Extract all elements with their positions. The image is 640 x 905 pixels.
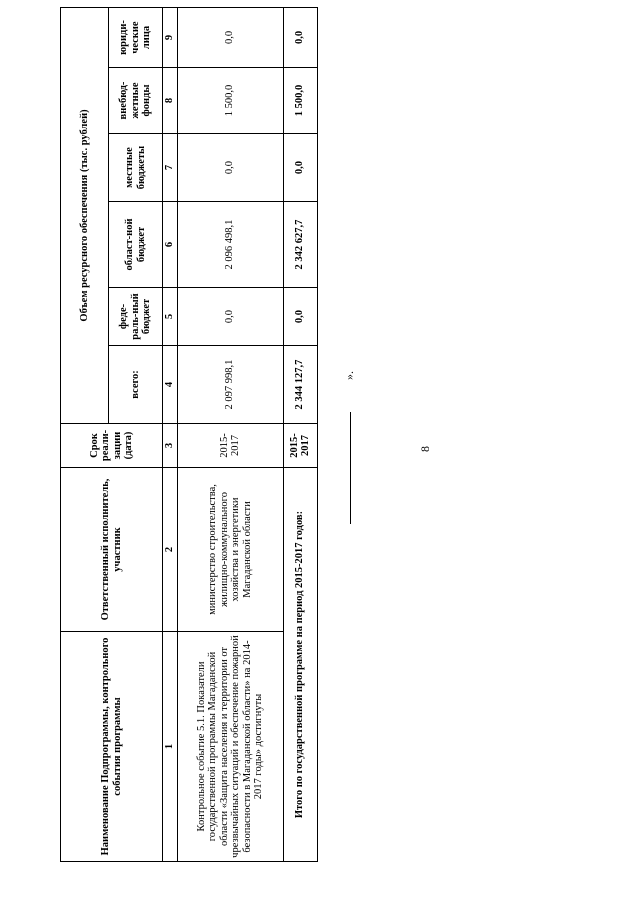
row-legal: 0,0: [177, 7, 283, 67]
header-name: Наименование Подпрограммы, контрольного события программы: [61, 632, 163, 862]
col-number: 7: [163, 134, 178, 202]
header-regional: област-ной бюджет: [109, 202, 163, 288]
row-regional: 2 096 498,1: [177, 202, 283, 288]
row-name: Контрольное событие 5.1. Показатели государственной программы Магаданской области «Защита населения и территории от чрезвычайных ситуаций и обеспечение пожарной безопасности в Магаданской области» на 2014-2017 годы» достигнуты: [177, 632, 283, 862]
row-federal: 0,0: [177, 288, 283, 346]
total-label: Итого по государственной программе на период 2015-2017 годов:: [283, 468, 317, 862]
total-regional: 2 342 627,7: [283, 202, 317, 288]
col-number: 8: [163, 68, 178, 134]
total-local: 0,0: [283, 134, 317, 202]
col-number: 2: [163, 468, 178, 632]
col-number: 5: [163, 288, 178, 346]
col-number: 4: [163, 346, 178, 424]
header-resources: Объем ресурсного обеспечения (тыс. рублей): [61, 7, 109, 423]
total-federal: 0,0: [283, 288, 317, 346]
header-term: Срок реали-зации (дата): [61, 424, 163, 468]
header-executor: Ответственный исполнитель, участник: [61, 468, 163, 632]
header-offbudget: внебюд-жетные фонды: [109, 68, 163, 134]
total-total: 2 344 127,7: [283, 346, 317, 424]
col-number: 1: [163, 632, 178, 862]
total-legal: 0,0: [283, 7, 317, 67]
page-number: 8: [418, 446, 432, 452]
header-federal: феде-раль-ный бюджет: [109, 288, 163, 346]
col-number: 6: [163, 202, 178, 288]
col-number: 9: [163, 7, 178, 67]
row-total: 2 097 998,1: [177, 346, 283, 424]
header-legal: юриди-ческие лица: [109, 7, 163, 67]
row-offbudget: 1 500,0: [177, 68, 283, 134]
header-total: всего:: [109, 346, 163, 424]
row-executor: министерство строительства, жилищно-коммунального хозяйства и энергетики Магаданской области: [177, 468, 283, 632]
resource-table-rotated: [60, 8, 314, 862]
closing-quote: ».: [342, 371, 356, 380]
total-term: 2015-2017: [283, 424, 317, 468]
row-local: 0,0: [177, 134, 283, 202]
total-offbudget: 1 500,0: [283, 68, 317, 134]
col-number: 3: [163, 424, 178, 468]
resource-table: [60, 7, 318, 862]
header-local: местные бюджеты: [109, 134, 163, 202]
closing-line: [350, 412, 351, 524]
row-term: 2015-2017: [177, 424, 283, 468]
